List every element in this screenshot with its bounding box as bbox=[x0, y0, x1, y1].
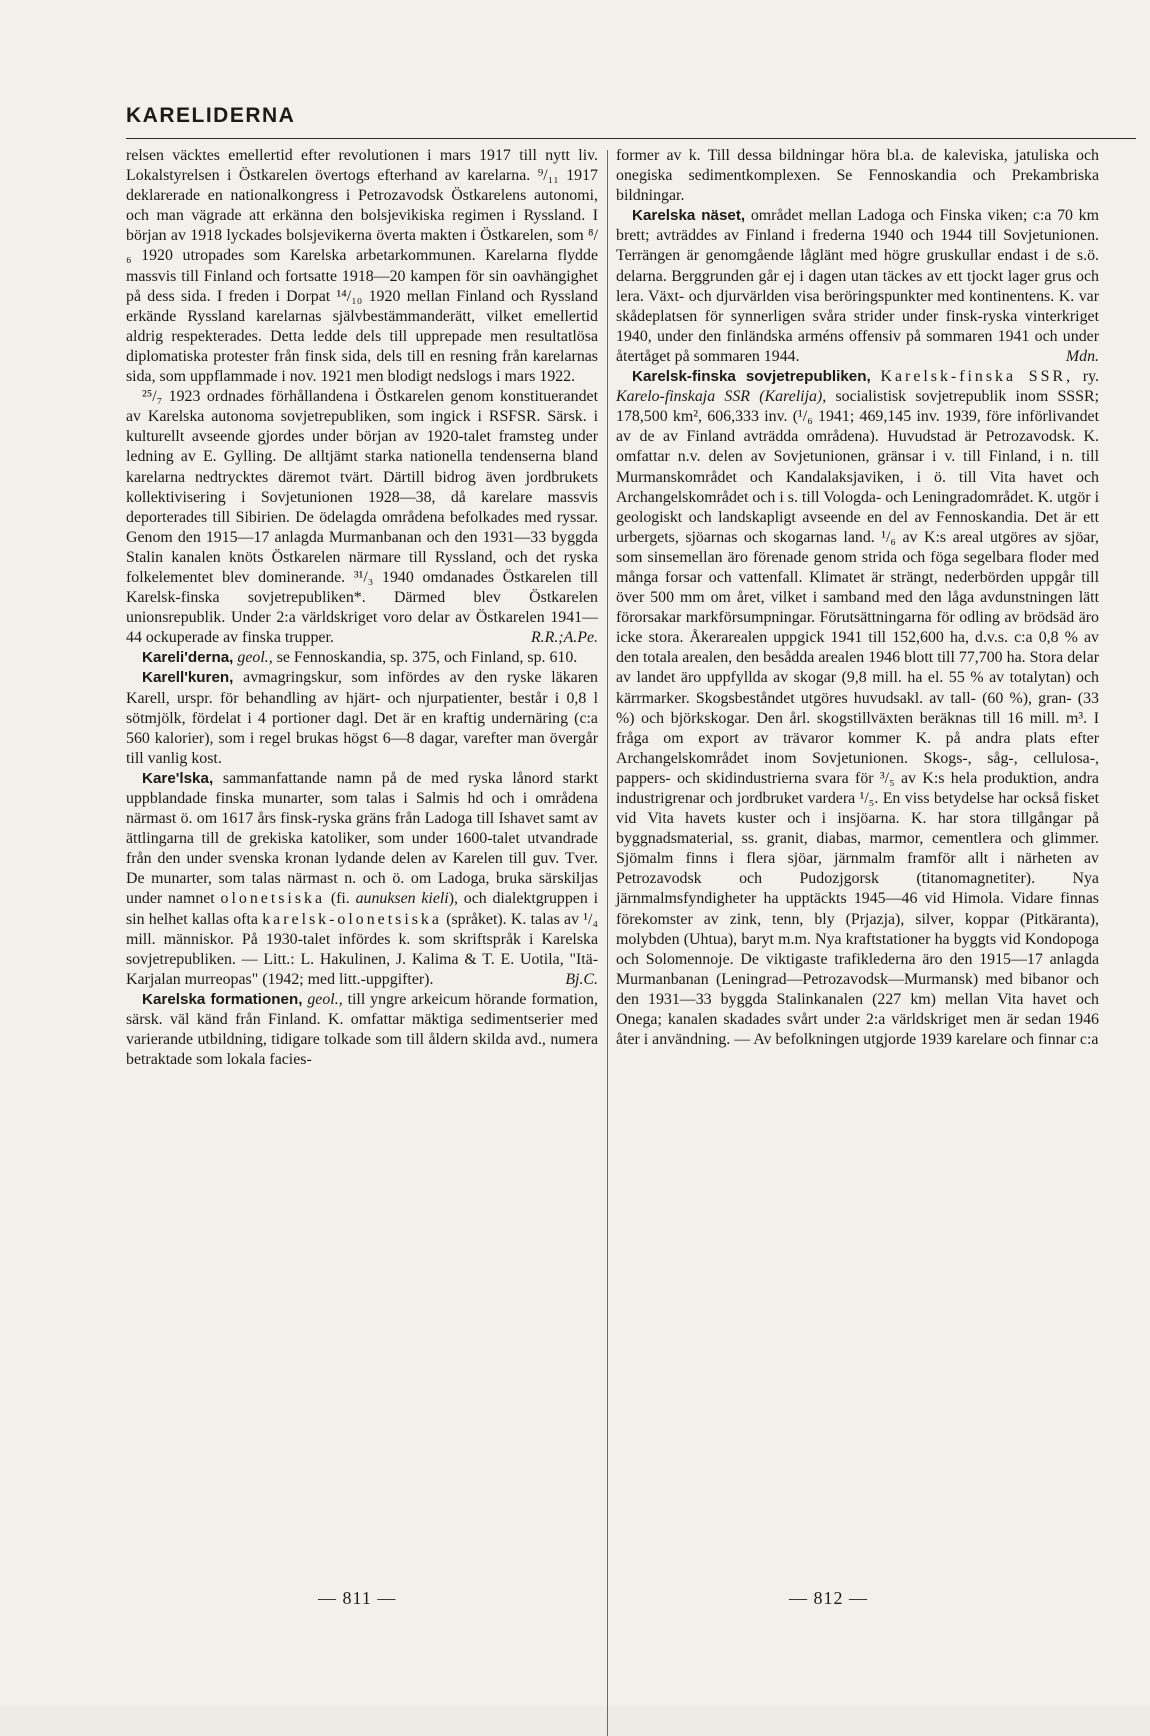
spaced-term: Karelsk-finska SSR, bbox=[880, 368, 1074, 386]
russian-name: Karelo-finskaja SSR (Karelija), bbox=[616, 388, 827, 406]
entry-text: se Fennoskandia, sp. 375, och Finland, sp. 610. bbox=[276, 649, 578, 667]
spaced-term: karelsk-olonetsiska bbox=[262, 910, 442, 928]
paragraph-formation-continued: former av k. Till dessa bildningar höra bl.a. de kaleviska, jatuliska och onegiska sedimentkomplexen. Se Fennoskandia och Prekambriska bildningar. bbox=[616, 147, 1099, 205]
entry-karelska-formationen bbox=[126, 990, 598, 1070]
page-number-right: — 812 — bbox=[789, 1588, 868, 1608]
entry-headword: Kareli'derna, bbox=[142, 649, 234, 667]
entry-text: (språket). K. talas av ¹/₄ mill. människor. På 1930-talet infördes k. som skriftspråk i Karelska sovjetrepubliken. — Litt.: L. Hakulinen, J. Kalima & T. E. Uotila, "Itä-Karjalan murreopas" (1942; med litt.-uppgifter). bbox=[126, 910, 599, 988]
entry-karelsk-finska-ssr bbox=[616, 367, 1099, 1050]
page-number-left: — 811 — bbox=[318, 1588, 397, 1608]
entry-text: ry. bbox=[1082, 368, 1099, 386]
entry-subject-label: geol., bbox=[237, 649, 273, 667]
entry-headword: Karelsk-finska sovjetrepubliken, bbox=[632, 368, 871, 386]
entry-headword: Kare'lska, bbox=[142, 769, 214, 787]
header-rule bbox=[126, 138, 1136, 139]
entry-text: ), och dialektgruppen i sin helhet kallas ofta bbox=[126, 890, 598, 928]
author-signature: Mdn. bbox=[1065, 347, 1099, 365]
entry-text: (fi. bbox=[330, 890, 350, 908]
entry-subject-label: geol., bbox=[307, 990, 343, 1008]
paragraph-history-continued: relsen väcktes emellertid efter revolutionen i mars 1917 till nytt liv. Lokalstyrelsen i Östkarelen övertogs efterhand av karelarna. ⁹/₁₁ 1917 deklarerade en nationalkongress i Petrozavodsk Östkarelens autonomi, och man vägrade att erkänna den bolsjevikiska regimen i Ryssland. I början av 1918 lyckades bolsjevikerna överta makten i Östkarelen, som ⁸/₆ 1920 utropades som Karelska arbetarkommunen. Karelarna flydde massvis till Finland och fortsatte 1918—20 kampen för sin oavhängighet på dess sida. I freden i Dorpat ¹⁴/₁₀ 1920 mellan Finland och Ryssland erkände Ryssland karelarnas självbestämmanderätt, vilket emellertid aldrig respekterades. Detta ledde dels till upprepade men resultatlösa diplomatiska protester från finsk sida, dels till en resning från karelarnas sida, som uppflammade i nov. 1921 men blodigt nedslogs i mars 1922. bbox=[126, 147, 598, 386]
entry-text: sammanfattande namn på de med ryska lånord starkt uppblandade finska munarter, som talas i Salmis hd och i områdena närmast ö. om 1617 års finsk-ryska gräns från Ladoga till Ishavet samt av ättlingarna till de grekiska katoliker, som under 1600-talet utvandrade från den under svenska kronan lydande delen av Karelen till guv. Tver. De munarter, som talas närmast n. och ö. om Ladoga, bruka särskiljas under namnet bbox=[126, 769, 598, 908]
entry-text: området mellan Ladoga och Finska viken; c:a 70 km brett; avträddes av Finland i frederna 1940 och 1944 till Sovjetunionen. Terrängen är genomgående låglänt med högre gruskullar endast i de s.ö. delarna. Berggrunden går ej i dagen utan täckes av ett tjockt lager grus och lera. Växt- och djurvärlden visa beröringspunkter med kontinentens. K. var skådeplatsen för synnerligen svåra strider under finsk-ryska vinterkriget 1940, under den finländska arméns offensiv på sommaren 1941 och under återtåget på sommaren 1944. bbox=[616, 207, 1099, 365]
entry-text: socialistisk sovjetrepublik inom SSSR; 178,500 km², 606,333 inv. (¹/₆ 1941; 469,145 inv. 1939, före införlivandet av de av Finland avträdda områdena). Huvudstad är Petrozavodsk. K. omfattar n.v. delen av Sovjetunionen, gränsar i v. till Finland, i n. till Murmanskområdet och Kandalaksjaviken, i ö. till Vita havet och Archangelskområdet och i s. till Vologda- och Leningradområdet. K. utgör i geologiskt och landskapligt avseende en del av Fennoskandia. Det är ett urbergets, sjöarnas och skogarnas land. ¹/₆ av K:s areal utgöres av sjöar, som sinsemellan äro förenade genom strida och föga segelbara floder med många forsar och vattenfall. Klimatet är strängt, nederbörden uppgår till över 500 mm om året, vilket i samband med den låga avdunstningen lätt förorsakar markförsumpningar. Förutsättningarna för odling av brödsäd äro icke stora. Åkerarealen uppgick 1941 till 152,600 ha, d.v.s. c:a 0,8 % av den totala arealen, den besådda arealen 1946 blott till 77,700 ha. Stora delar av landet äro uppfyllda av skogar (9,8 mill. ha el. 55 % av totalytan) och kärrmarker. Skogsbeståndet utgöres huvudsakl. av tall- (60 %), gran- (33 %) och björkskogar. Den årl. skogstillväxten beräknas till 16 mill. m³. I fråga om export av trävaror kommer K. på andra plats efter Archangelskområdet inom Sovjetunionen. Skogs-, såg-, cellulosa-, pappers- och skidindustrierna svara för ³/₅ av K:s hela produktion, andra industrigrenar och jordbruket vardera ¹/₅. En viss betydelse har också fisket vid Vita havets kuster och i insjöarna. K. har stora tillgångar på byggnadsmaterial, ss. granit, diabas, marmor, cementlera och glimmer. Sjömalm finns i flera sjöar, järnmalm framför allt i närheten av Petrozavodsk och Pudozjgorsk (titanomagnetiter). Nya järnmalmsfyndigheter ha upptäckts 1945—46 vid Himola. Vidare finnas förekomster av zink, tenn, bly (Prjazja), silver, koppar (Pitkäranta), molybden (Uhtua), baryt m.m. Nya kraftstationer ha byggts vid Kondopoga och Solomennoje. De viktigaste trafiklederna äro den 1915—17 anlagda Murmanbanan (Leningrad—Petrozavodsk—Murmansk) med bibanor och den 1931—33 byggda Stalinkanalen (227 km) mellan Vita havet och Onega; kanalen skadades svårt under 2:a världskriget men är sedan 1946 åter i användning. — Av befolkningen utgjorde 1939 karelare och finnar c:a bbox=[616, 388, 1099, 1049]
entry-text: till yngre arkeicum hörande formation, särsk. väl känd från Finland. K. omfattar mäktiga sedimentserier med varierande utbildning, tidigare tolkade som till åldern skilda avd., numera betraktade som lokala facies- bbox=[126, 990, 598, 1069]
entry-karelska-naset bbox=[616, 206, 1099, 367]
entry-karellkuren bbox=[126, 668, 598, 768]
paragraph-history-1923 bbox=[126, 387, 598, 648]
column-divider bbox=[607, 150, 608, 1736]
entry-karelidema-geol bbox=[126, 648, 598, 668]
right-column bbox=[616, 146, 1099, 1050]
entry-headword: Karelska näset, bbox=[632, 207, 746, 225]
entry-headword: Karelska formationen, bbox=[142, 990, 303, 1008]
entry-headword: Karell'kuren, bbox=[142, 669, 234, 687]
author-signature: Bj.C. bbox=[565, 970, 598, 988]
finnish-term: aunuksen kieli bbox=[355, 890, 449, 908]
spaced-term: olonetsiska bbox=[220, 890, 326, 908]
entry-text: avmagringskur, som infördes av den ryske läkaren Karell, urspr. för behandling av hjärt- och njurpatienter, består i 0,8 l sötmjölk, fördelat i 4 portioner dagl. Det är en kraftig undernäring (c:a 560 kalorier), som i regel brukas högst 6—8 dagar, varefter man övergår till vanlig kost. bbox=[126, 669, 598, 767]
paragraph-text: ²⁵/₇ 1923 ordnades förhållandena i Östkarelen genom konstituerandet av Karelska autonoma sovjetrepubliken, som ingick i RSFSR. Särsk. i kulturellt avseende gjordes under början av 1920-talet framsteg under ledning av E. Gylling. De alltjämt starka nationella tendenserna bland karelarna nedtrycktes däremot tvärt. Därtill bidrog även jordbrukets kollektivisering i Sovjetunionen 1928—38, då karelare massvis deporterades till Sibirien. De ödelagda områdena befolkades med ryssar. Genom den 1915—17 anlagda Murmanbanan och den 1931—33 byggda Stalin kanalen knöts Östkarelen närmare till Ryssland, och det ryska folkelementet blev dominerande. ³¹/₃ 1940 omdanades Östkarelen till Karelsk-finska sovjetrepubliken*. Därmed blev Östkarelen unionsrepublik. Under 2:a världskriget voro delar av Östkarelen 1941—44 ockuperade av finska trupper. bbox=[126, 388, 598, 647]
entry-karelska bbox=[126, 769, 598, 990]
running-header: KARELIDERNA bbox=[126, 104, 296, 127]
author-signature: R.R.;A.Pe. bbox=[530, 629, 598, 647]
left-column bbox=[126, 146, 598, 1070]
